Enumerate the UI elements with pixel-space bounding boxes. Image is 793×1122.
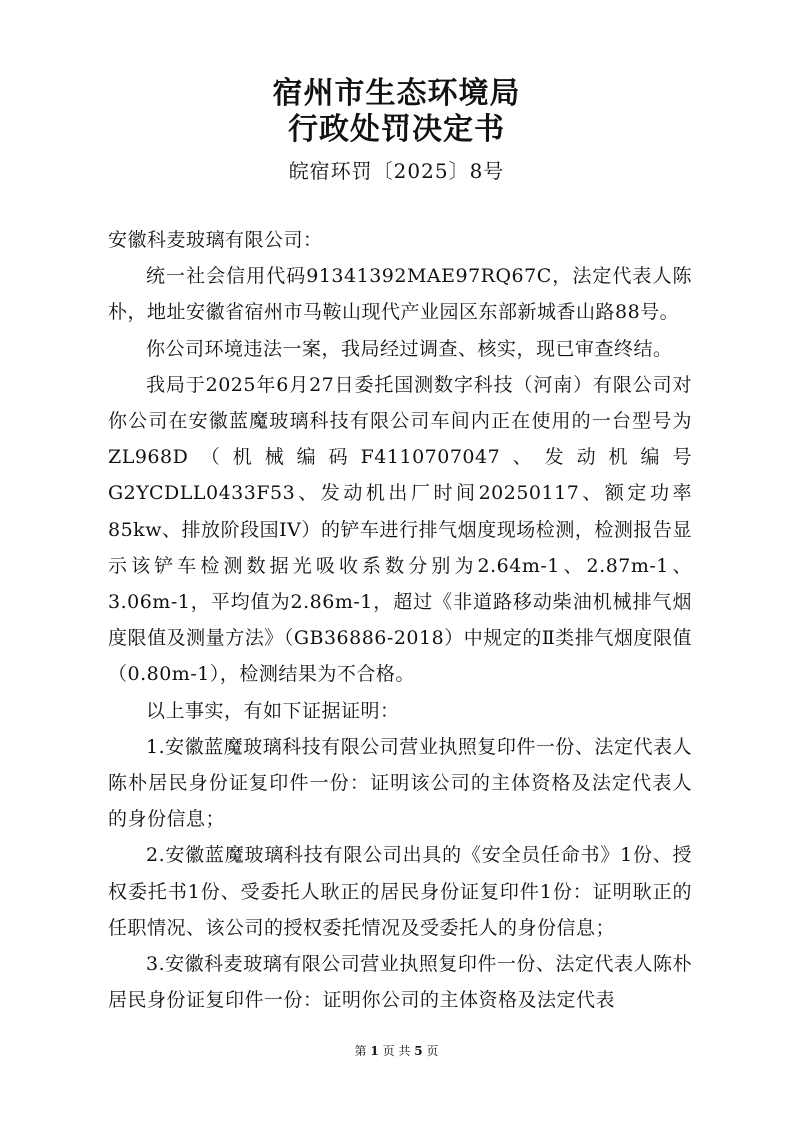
paragraph-evidence-1: 1.安徽蓝魔玻璃科技有限公司营业执照复印件一份、法定代表人陈朴居民身份证复印件一份：证明该公司的主体资格及法定代表人的身份信息； — [108, 735, 692, 831]
page-footer — [0, 1043, 793, 1059]
paragraph-evidence-intro: 以上事实，有如下证据证明： — [146, 699, 400, 722]
footer-prefix: 第 — [354, 1044, 367, 1058]
paragraph-evidence-2: 2.安徽蓝魔玻璃科技有限公司出具的《安全员任命书》1份、授权委托书1份、受委托人耿正的居民身份证复印件1份：证明耿正的任职情况、该公司的授权委托情况及受委托人的身份信息； — [108, 844, 692, 939]
paragraph-evidence-3: 3.安徽科麦玻璃有限公司营业执照复印件一份、法定代表人陈朴居民身份证复印件一份：证明你公司的主体资格及法定代表 — [108, 953, 692, 1012]
paragraph-company-info: 统一社会信用代码91341392MAE97RQ67C，法定代表人陈朴，地址安徽省宿州市马鞍山现代产业园区东部新城香山路88号。 — [108, 265, 692, 324]
document-body — [108, 222, 692, 1018]
document-header — [0, 76, 793, 184]
footer-suffix: 页 — [426, 1044, 439, 1058]
paragraph-facts: 我局于2025年6月27日委托国测数字科技（河南）有限公司对你公司在安徽蓝魔玻璃科技有限公司车间内正在使用的一台型号为ZL968D（机械编码F4110707047、发动机编号G2YCDLL0433F53、发动机出厂时间20250117、额定功率85kw、排放阶段国IV）的铲车进行排气烟度现场检测，检测报告显示该铲车检测数据光吸收系数分别为2.64m-1、2.87m-1、3.06m-1，平均值为2.86m-1，超过《非道路移动柴油机械排气烟度限值及测量方法》（GB36886-2018）中规定的Ⅱ类排气烟度限值（0.80m-1），检测结果为不合格。 — [108, 373, 692, 686]
document-number: 皖宿环罚〔2025〕8号 — [288, 159, 505, 183]
paragraph-case-intro: 你公司环境违法一案，我局经过调查、核实，现已审查终结。 — [146, 337, 673, 360]
title-line-1: 宿州市生态环境局 — [272, 76, 521, 111]
footer-middle: 页 共 — [382, 1044, 411, 1058]
footer-current-page: 1 — [370, 1044, 379, 1058]
title-line-2: 行政处罚决定书 — [288, 112, 505, 147]
addressee: 安徽科麦玻璃有限公司： — [108, 229, 323, 251]
footer-total-pages: 5 — [414, 1044, 423, 1058]
